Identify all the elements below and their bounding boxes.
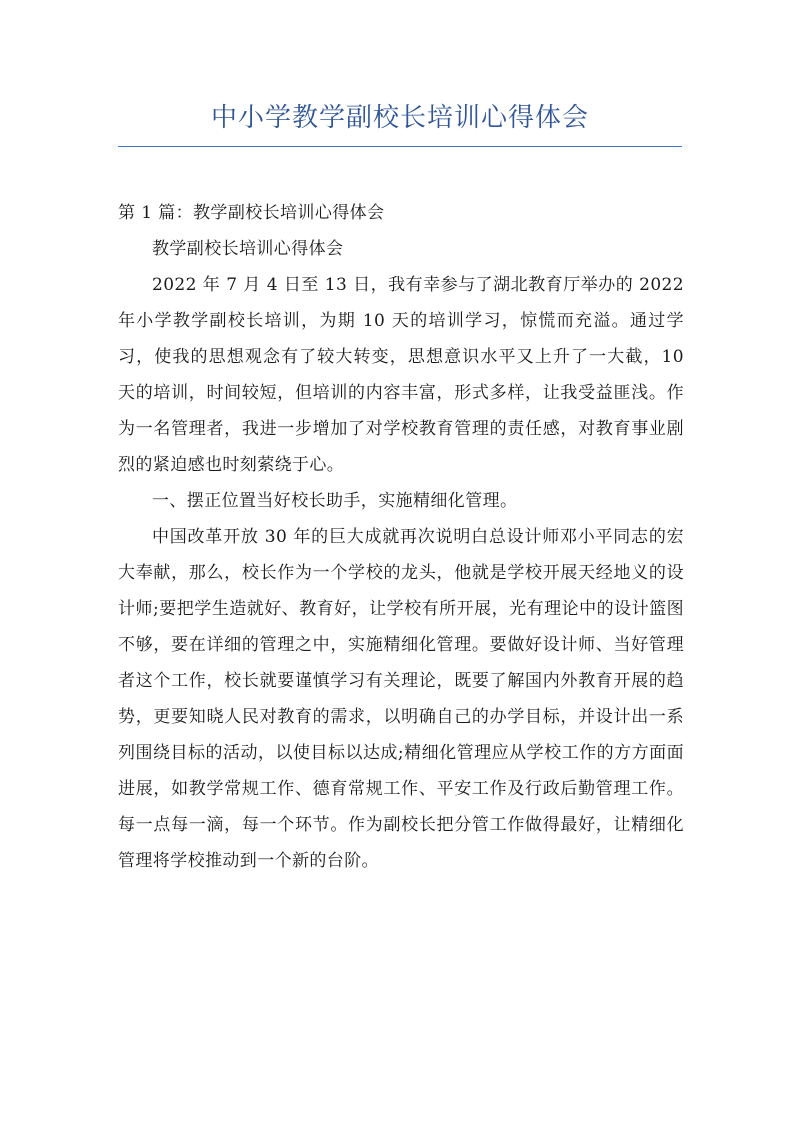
document-title: 中小学教学副校长培训心得体会 <box>210 103 589 133</box>
section-heading: 第 1 篇：教学副校长培训心得体会 <box>118 203 385 223</box>
subtitle-paragraph: 教学副校长培训心得体会 <box>152 239 344 259</box>
title-divider <box>118 146 682 147</box>
document-body <box>118 195 684 879</box>
point-heading: 一、摆正位置当好校长助手，实施精细化管理。 <box>152 491 518 511</box>
body-paragraph: 中国改革开放 30 年的巨大成就再次说明白总设计师邓小平同志的宏大奉献，那么，校长作为一个学校的龙头，他就是学校开展天经地义的设计师;要把学生造就好、教育好，让学校有所开展，光有理论中的设计篮图不够，要在详细的管理之中，实施精细化管理。要做好设计师、当好管理者这个工作，校长就要谨慎学习有关理论，既要了解国内外教育开展的趋势，更要知晓人民对教育的需求，以明确自己的办学目标，并设计出一系列围绕目标的活动，以使目标以达成;精细化管理应从学校工作的方方面面进展，如教学常规工作、德育常规工作、平安工作及行政后勤管理工作。每一点每一滴，每一个环节。作为副校长把分管工作做得最好，让精细化管理将学校推动到一个新的台阶。 <box>118 527 684 871</box>
body-paragraph: 2022 年 7 月 4 日至 13 日，我有幸参与了湖北教育厅举办的 2022 年小学教学副校长培训，为期 10 天的培训学习，惊慌而充溢。通过学习，使我的思想观念有了较大转变，思想意识水平又上升了一大截，10 天的培训，时间较短，但培训的内容丰富，形式多样，让我受益匪浅。作为一名管理者，我进一步增加了对学校教育管理的责任感，对教育事业剧烈的紧迫感也时刻萦绕于心。 <box>118 275 684 475</box>
